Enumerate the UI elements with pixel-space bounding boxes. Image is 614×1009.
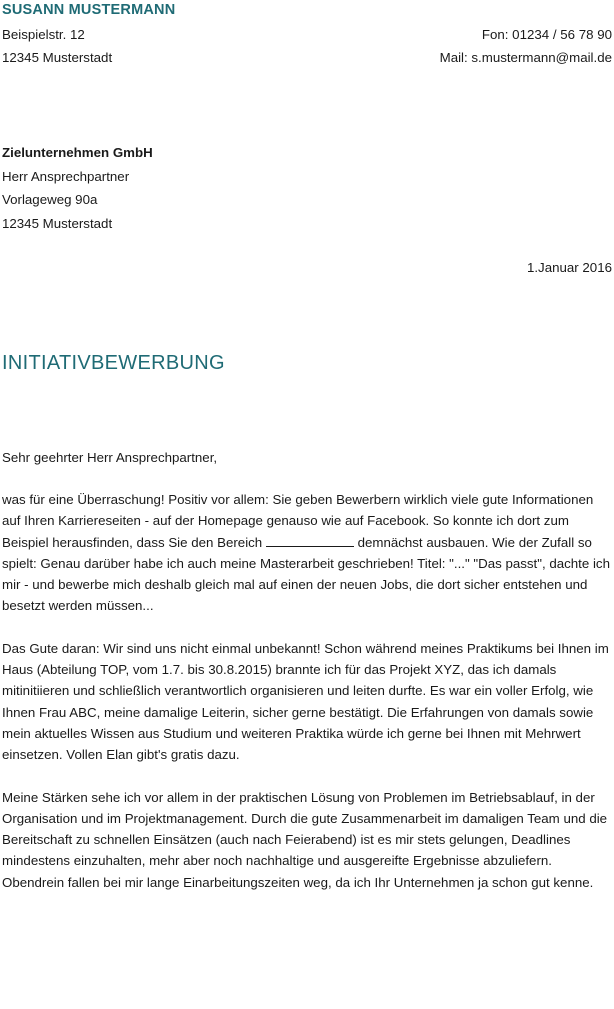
sender-street: Beispielstr. 12	[2, 27, 85, 42]
recipient-contact: Herr Ansprechpartner	[2, 168, 130, 184]
recipient-company: Zielunternehmen GmbH	[2, 145, 153, 160]
paragraph-1	[2, 489, 612, 617]
sender-line-2	[2, 47, 612, 70]
recipient-city: 12345 Musterstadt	[2, 215, 113, 231]
letter-subject: INITIATIVBEWERBUNG	[2, 352, 225, 374]
paragraph-3: Meine Stärken sehe ich vor allem in der praktischen Lösung von Problemen im Betriebsablauf, in der Organisation und im Projektmanagement. Durch die gute Zusammenarbeit im damaligen Team und die Bereitschaft zu schnellen Einsätzen (auch nach Feierabend) ist es mir stets gelungen, Deadlines mindestens einzuhalten, mehr aber noch nachhaltige und ausgereifte Ergebnisse abzuliefern. Obendrein fallen bei mir lange Einarbeitungszeiten weg, da ich Ihr Unternehmen ja schon gut kenne.	[2, 789, 608, 890]
sender-block	[2, 24, 612, 69]
letter-date: 1.Januar 2016	[526, 260, 612, 275]
paragraph-1-part-b: demnächst ausbauen. Wie der Zufall so spielt: Genau darüber habe ich auch meine Masterarbeit geschrieben! Titel: "..." "Das passt", dachte ich mir - und bewerbe mich deshalb gleich mal auf einen der neuen Jobs, die dort sicher entstehen und besetzt werden müssen...	[2, 534, 610, 614]
letter-salutation: Sehr geehrter Herr Ansprechpartner,	[2, 450, 218, 465]
recipient-street: Vorlageweg 90a	[2, 192, 98, 207]
fill-in-blank	[266, 535, 354, 547]
paragraph-2: Das Gute daran: Wir sind uns nicht einmal unbekannt! Schon während meines Praktikums bei Ihnen im Haus (Abteilung TOP, vom 1.7. bis 30.8.2015) brannte ich für das Projekt XYZ, das ich damals mitinitiieren und schließlich verantwortlich organisieren und leiten durfte. Es war ein voller Erfolg, wie Ihnen Frau ABC, meine damalige Leiterin, sicher gerne bestätigt. Die Erfahrungen von damals sowie mein aktuelles Wissen aus Studium und weiteren Praktika würde ich gerne bei Ihnen mit Mehrwert einsetzen. Vollen Elan gibt's gratis dazu.	[2, 640, 609, 763]
paragraph-1-part-a: was für eine Überraschung! Positiv vor allem: Sie geben Bewerbern wirklich viele gute Informationen auf Ihren Karriereseiten - auf der Homepage genauso wie auf Facebook. So konnte ich dort zum Beispiel herausfinden, dass Sie den Bereich	[2, 492, 594, 550]
sender-mail: Mail: s.mustermann@mail.de	[439, 49, 612, 65]
sender-line-1	[2, 24, 612, 47]
sender-name: SUSANN MUSTERMANN	[2, 2, 176, 18]
sender-phone: Fon: 01234 / 56 78 90	[481, 27, 612, 42]
sender-city: 12345 Musterstadt	[2, 49, 113, 65]
recipient-block	[2, 141, 612, 235]
